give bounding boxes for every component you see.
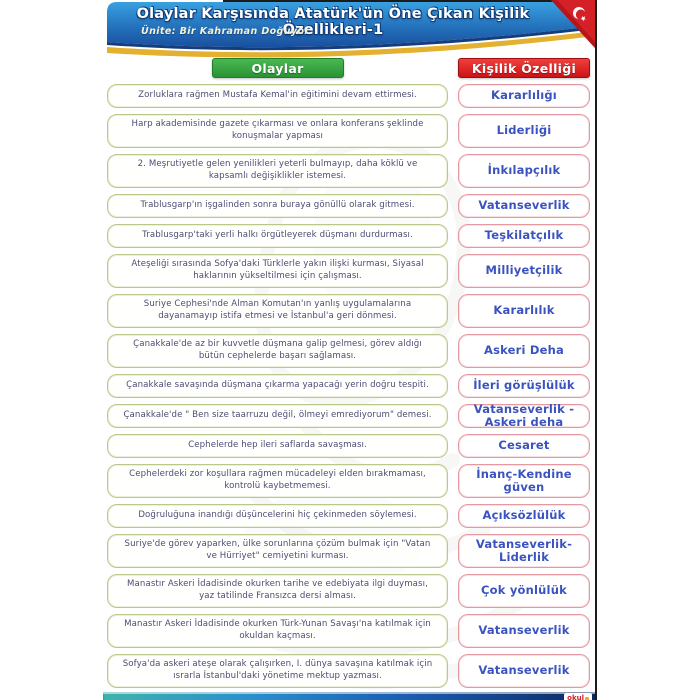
trait-text: Vatanseverlik — [478, 623, 570, 638]
trait-text: Kararlılığı — [491, 88, 557, 103]
trait-badge — [458, 294, 590, 328]
event-cell — [107, 224, 448, 248]
table-row — [107, 654, 590, 688]
column-headers — [107, 58, 590, 78]
publisher-logo-dot-icon — [585, 697, 589, 700]
table-row — [107, 401, 590, 429]
trait-text: Açıksözlülük — [482, 508, 566, 523]
trait-text: Cesaret — [498, 438, 550, 453]
trait-badge — [458, 194, 590, 218]
table-row — [107, 114, 590, 148]
poster — [103, 0, 597, 700]
event-text: Manastır Askeri İdadisinde okurken tarihe ve edebiyata ilgi duyması, yaz tatilinde Fransızca dersi alması. — [127, 579, 428, 601]
event-cell — [107, 504, 448, 528]
event-text: Çanakkale'de " Ben size taarruzu değil, ölmeyi emrediyorum" demesi. — [123, 410, 432, 421]
rows-table — [107, 84, 590, 688]
trait-text: Teşkilatçılık — [484, 228, 564, 243]
event-cell — [107, 404, 448, 428]
trait-badge — [458, 464, 590, 498]
trait-column-header: Kişilik Özelliği — [458, 58, 590, 78]
event-text: Suriye'de görev yaparken, ülke sorunlarına çözüm bulmak için "Vatan ve Hürriyet" cemiyetini kurması. — [124, 539, 431, 561]
trait-text: Vatanseverlik - Askeri deha — [473, 401, 575, 429]
event-text: Doğruluğuna inandığı düşüncelerini hiç çekinmeden söylemesi. — [138, 510, 417, 521]
event-text: Çanakkale savaşında düşmana çıkarma yapacağı yerin doğru tespiti. — [126, 380, 429, 391]
trait-badge — [458, 434, 590, 458]
event-text: Ateşeliği sırasında Sofya'daki Türklerle yakın ilişki kurması, Siyasal haklarının yükseltilmesi için çalışması. — [131, 259, 424, 281]
publisher-logo-text: okul — [567, 694, 584, 700]
event-text: Zorluklara rağmen Mustafa Kemal'in eğitimini devam ettirmesi. — [138, 90, 417, 101]
table-row — [107, 534, 590, 568]
event-cell — [107, 654, 448, 688]
trait-text: Vatanseverlik — [478, 663, 570, 678]
event-text: Harp akademisinde gazete çıkarması ve onlara konferans şeklinde konuşmalar yapması — [131, 119, 424, 141]
table-row — [107, 194, 590, 218]
event-cell — [107, 154, 448, 188]
event-cell — [107, 574, 448, 608]
trait-badge — [458, 374, 590, 398]
turkish-flag-ribbon — [549, 0, 595, 50]
events-column-header: Olaylar — [212, 58, 344, 78]
event-text: Cephelerde hep ileri saflarda savaşması. — [188, 440, 367, 451]
trait-badge — [458, 254, 590, 288]
table-row — [107, 294, 590, 328]
event-cell — [107, 374, 448, 398]
event-text: 2. Meşrutiyetle gelen yenilikleri yeterli bulmayıp, daha köklü ve kapsamlı değişiklikler istemesi. — [137, 159, 418, 181]
table-row — [107, 614, 590, 648]
event-text: Suriye Cephesi'nde Alman Komutan'ın yanlış uygulamalarına dayanamayıp istifa etmesi ve İstanbul'a geri dönmesi. — [143, 299, 412, 321]
trait-badge — [458, 534, 590, 568]
trait-text: İleri görüşlülük — [473, 378, 575, 393]
event-cell — [107, 614, 448, 648]
trait-text: Vatanseverlik — [478, 198, 570, 213]
table-row — [107, 374, 590, 398]
event-text: Cephelerdeki zor koşullara rağmen mücadeleyi elden bırakmaması, kontrolü kaybetmemesi. — [129, 469, 426, 491]
event-cell — [107, 254, 448, 288]
event-cell — [107, 84, 448, 108]
event-text: Trablusgarp'ın işgalinden sonra buraya gönüllü olarak gitmesi. — [140, 200, 415, 211]
trait-badge — [458, 154, 590, 188]
trait-badge — [458, 334, 590, 368]
event-cell — [107, 464, 448, 498]
table-row — [107, 334, 590, 368]
trait-badge — [458, 504, 590, 528]
table-row — [107, 84, 590, 108]
trait-badge — [458, 614, 590, 648]
event-cell — [107, 434, 448, 458]
table-row — [107, 224, 590, 248]
poster-header — [103, 0, 595, 56]
trait-text: Çok yönlülük — [481, 583, 567, 598]
event-cell — [107, 194, 448, 218]
event-cell — [107, 534, 448, 568]
trait-badge — [458, 114, 590, 148]
event-cell — [107, 114, 448, 148]
trait-text: İnanç-Kendine güven — [476, 466, 572, 494]
trait-text: Milliyetçilik — [485, 263, 563, 278]
poster-subtitle: Ünite: Bir Kahraman Doğuyor — [141, 26, 310, 37]
trait-text: İnkılapçılık — [487, 163, 561, 178]
trait-badge — [458, 84, 590, 108]
trait-badge — [458, 401, 590, 429]
trait-text: Vatanseverlik- Liderlik — [475, 536, 573, 564]
table-row — [107, 574, 590, 608]
table-row — [107, 254, 590, 288]
table-row — [107, 464, 590, 498]
trait-text: Askeri Deha — [484, 343, 564, 358]
trait-badge — [458, 224, 590, 248]
event-cell — [107, 334, 448, 368]
publisher-logo — [564, 693, 592, 700]
event-text: Sofya'da askeri ateşe olarak çalışırken, I. dünya savaşına katılmak için ısrarla İstanbul'daki yönetime mektup yazması. — [122, 659, 433, 681]
footer-bar — [103, 692, 595, 700]
event-text: Manastır Askeri İdadisinde okurken Türk-Yunan Savaşı'na katılmak için okuldan kaçması. — [124, 619, 431, 641]
trait-badge — [458, 654, 590, 688]
table-row — [107, 434, 590, 458]
trait-text: Kararlılık — [493, 303, 555, 318]
table-row — [107, 504, 590, 528]
event-cell — [107, 294, 448, 328]
trait-badge — [458, 574, 590, 608]
poster-title: Olaylar Karşısında Atatürk'ün Öne Çıkan Kişilik Özellikleri-1 — [136, 6, 530, 38]
event-text: Çanakkale'de az bir kuvvetle düşmana galip gelmesi, görev aldığı bütün cephelerde başarı sağlaması. — [133, 339, 422, 361]
event-text: Trablusgarp'taki yerli halkı örgütleyerek düşmanı durdurması. — [142, 230, 413, 241]
trait-text: Liderliği — [496, 123, 552, 138]
table-row — [107, 154, 590, 188]
